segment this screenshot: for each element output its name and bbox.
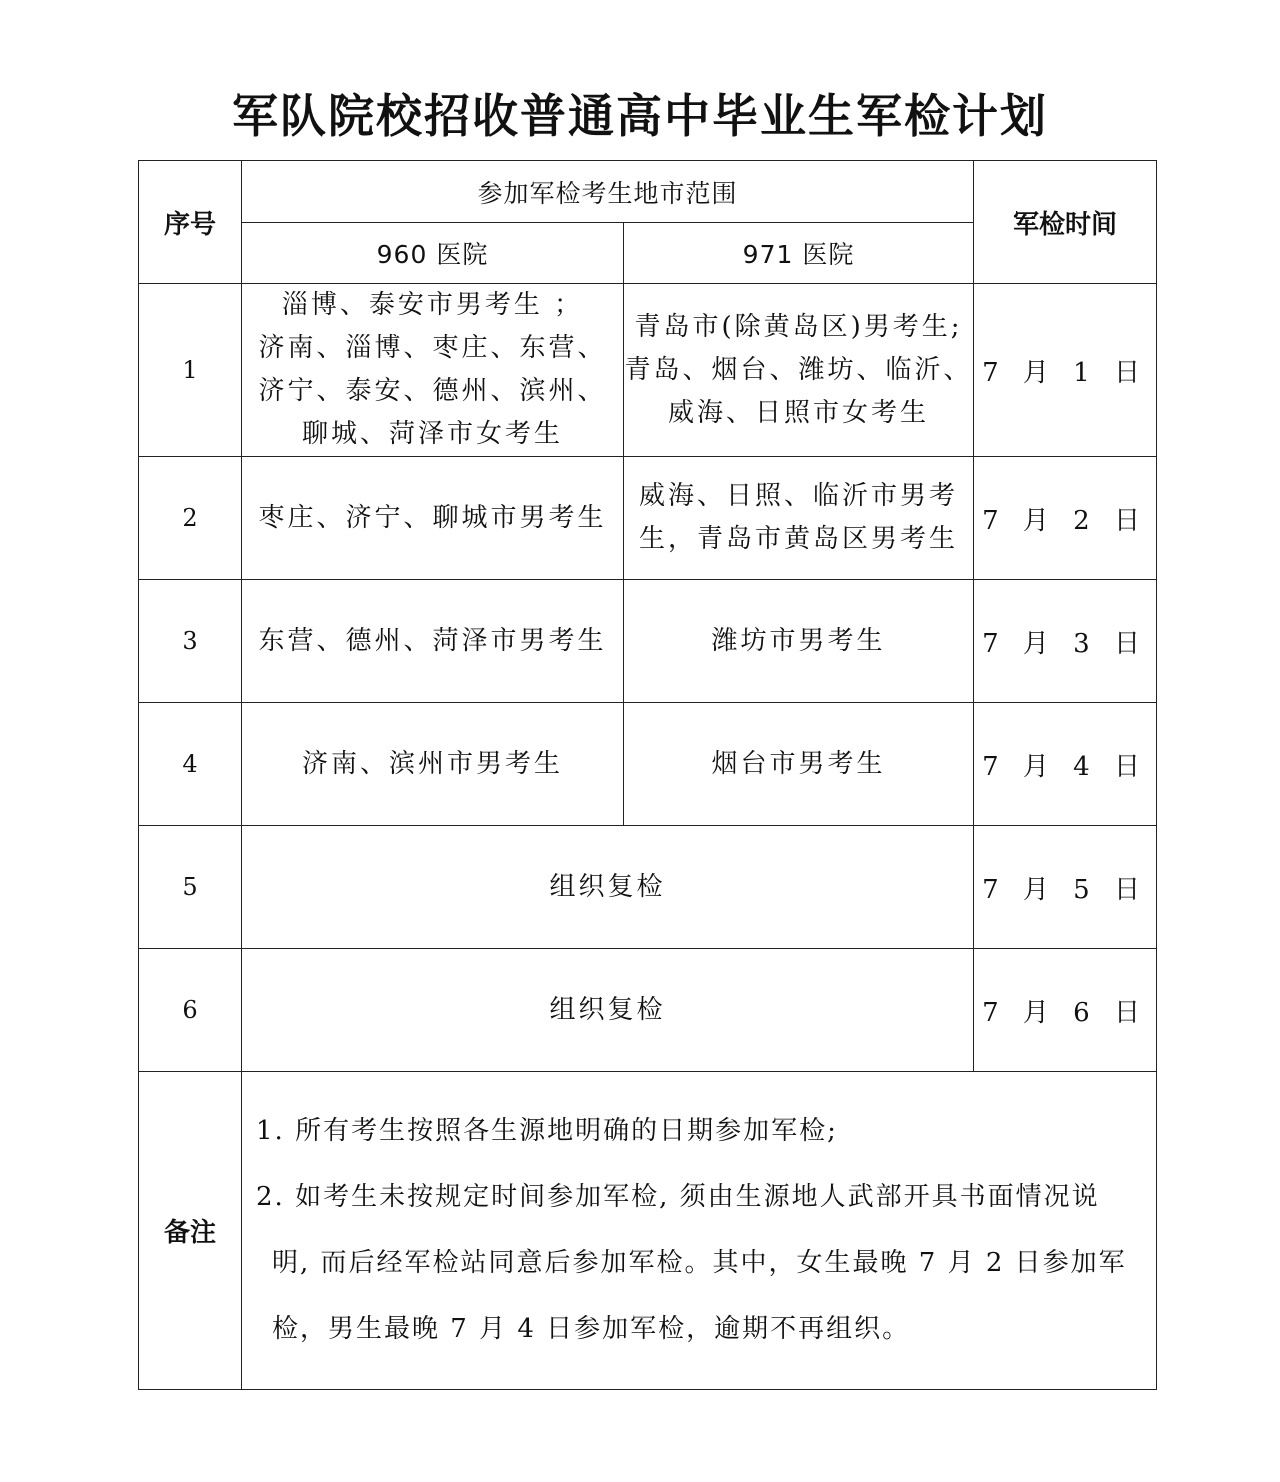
scope-line: 青岛、烟台、潍坊、临沂、 [624, 354, 973, 385]
table-row [139, 284, 1157, 457]
remarks-line: 2. 如考生未按规定时间参加军检, 须由生源地人武部开具书面情况说 [256, 1181, 1100, 1212]
header-scope: 参加军检考生地市范围 [242, 161, 974, 223]
row-date: 7 月 3 日 [974, 580, 1157, 703]
row-971-scope [624, 580, 974, 703]
remarks-line: 1. 所有考生按照各生源地明确的日期参加军检; [256, 1115, 838, 1146]
row-960-scope [242, 703, 624, 826]
header-hospital-960: 960 医院 [242, 223, 624, 284]
row-971-scope [624, 284, 974, 457]
row-seq: 5 [139, 826, 242, 949]
scope-line: 淄博、泰安市男考生 ； [281, 290, 584, 320]
scope-line: 烟台市男考生 [711, 748, 886, 779]
page-title: 军队院校招收普通高中毕业生军检计划 [232, 89, 1048, 143]
scope-line: 济宁、泰安、德州、滨州、 [258, 376, 607, 406]
scope-line: 青岛市(除黄岛区)男考生; [634, 311, 963, 342]
scope-line: 济南、淄博、枣庄、东营、 [258, 333, 607, 363]
scope-line: 枣庄、济宁、聊城市男考生 [258, 502, 607, 533]
row-seq: 6 [139, 949, 242, 1072]
scope-line: 聊城、菏泽市女考生 [301, 419, 563, 449]
remarks-label: 备注 [139, 1072, 242, 1390]
scope-line: 生，青岛市黄岛区男考生 [639, 524, 959, 554]
table-row [139, 826, 1157, 949]
row-merged-scope: 组织复检 [242, 949, 974, 1072]
row-960-scope [242, 457, 624, 580]
remarks-line: 检，男生最晚 7 月 4 日参加军检，逾期不再组织。 [272, 1313, 911, 1344]
row-merged-scope: 组织复检 [242, 826, 974, 949]
remarks-line: 明, 而后经军检站同意后参加军检。其中，女生最晚 7 月 2 日参加军 [272, 1247, 1127, 1278]
scope-line: 济南、滨州市男考生 [301, 748, 563, 779]
row-971-scope [624, 457, 974, 580]
row-971-scope [624, 703, 974, 826]
scope-line: 潍坊市男考生 [711, 625, 886, 656]
exam-schedule-table [138, 160, 1157, 1390]
row-date: 7 月 5 日 [974, 826, 1157, 949]
scope-line: 东营、德州、菏泽市男考生 [258, 625, 607, 656]
header-seq: 序号 [139, 161, 242, 284]
row-seq: 2 [139, 457, 242, 580]
header-time: 军检时间 [974, 161, 1157, 284]
row-date: 7 月 6 日 [974, 949, 1157, 1072]
row-960-scope [242, 580, 624, 703]
remarks-row [139, 1072, 1157, 1390]
row-960-scope [242, 284, 624, 457]
row-seq: 4 [139, 703, 242, 826]
table-row [139, 457, 1157, 580]
row-seq: 3 [139, 580, 242, 703]
scope-line: 威海、日照、临沂市男考 [639, 481, 959, 511]
scope-line: 威海、日照市女考生 [668, 397, 930, 428]
row-date: 7 月 1 日 [974, 284, 1157, 457]
table-row [139, 949, 1157, 1072]
header-row-top [139, 161, 1157, 223]
header-hospital-971: 971 医院 [624, 223, 974, 284]
row-date: 7 月 4 日 [974, 703, 1157, 826]
row-seq: 1 [139, 284, 242, 457]
table-row [139, 703, 1157, 826]
table-row [139, 580, 1157, 703]
remarks-content [242, 1072, 1157, 1390]
row-date: 7 月 2 日 [974, 457, 1157, 580]
